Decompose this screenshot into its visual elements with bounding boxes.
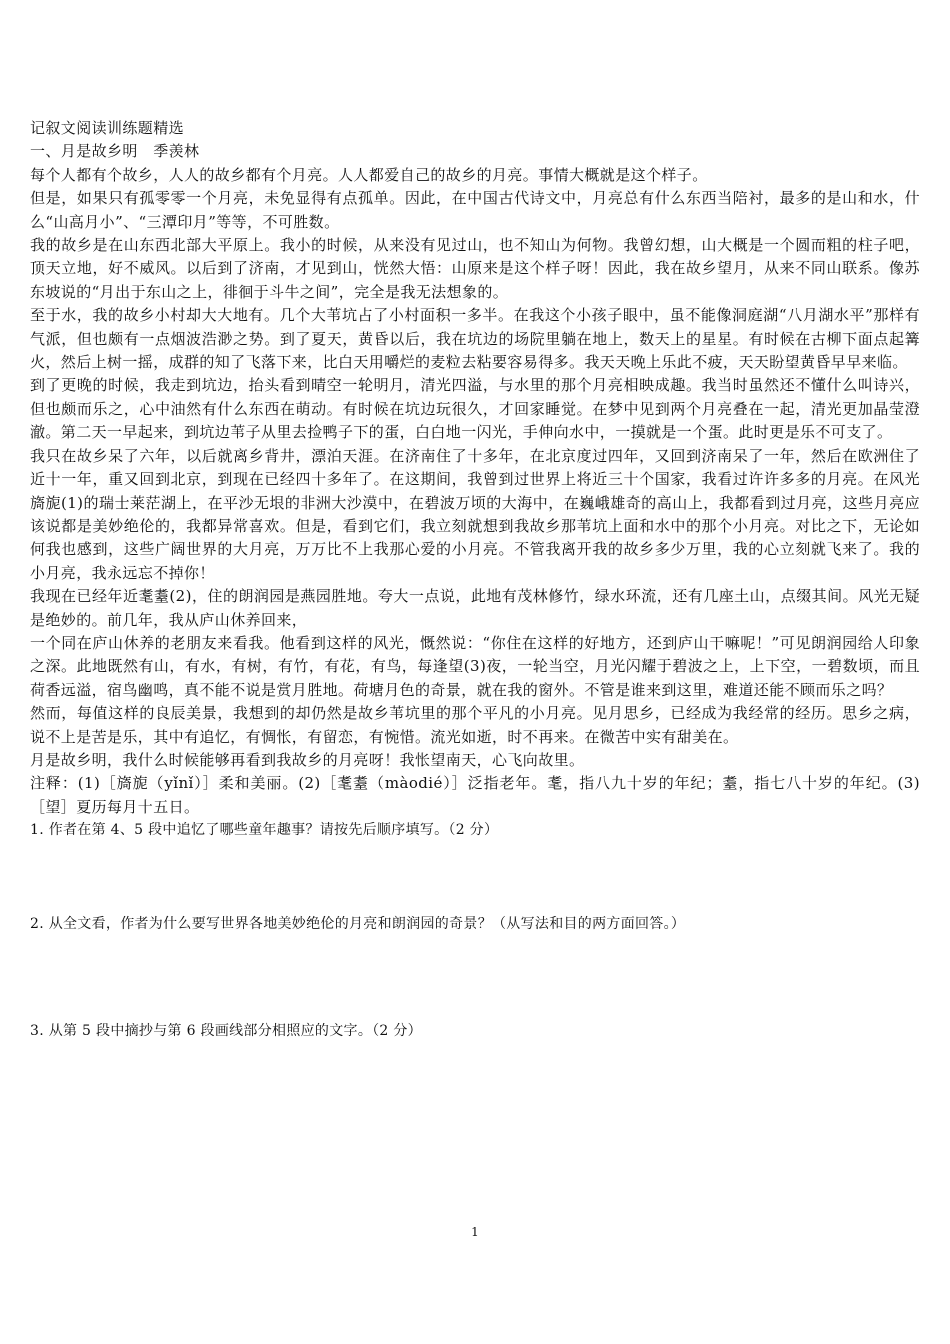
- paragraph-9: 然而，每值这样的良辰美景，我想到的却仍然是故乡苇坑里的那个平凡的小月亮。见月思乡，已经成为我经常的经历。思乡之病，说不上是苦是乐，其中有追忆，有惆怅，有留恋，有惋惜。流光如逝，时不再来。在微苦中实有甜美在。: [30, 704, 920, 746]
- paragraph-8: 一个同在庐山休养的老朋友来看我。他看到这样的风光，慨然说：“你住在这样的好地方，还到庐山干嘛呢！”可见朗润园给人印象之深。此地既然有山，有水，有树，有竹，有花，有鸟，每逢望(3)夜，一轮当空，月光闪耀于碧波之上，上下空，一碧数顷，而且荷香远溢，宿鸟幽鸣，真不能不说是赏月胜地。荷塘月色的奇景，就在我的窗外。不管是谁来到这里，难道还能不顾而乐之吗？: [30, 633, 920, 699]
- paragraph-3: 我的故乡是在山东西北部大平原上。我小的时候，从来没有见过山，也不知山为何物。我曾幻想，山大概是一个圆而粗的柱子吧，顶天立地，好不威风。以后到了济南，才见到山，恍然大悟：山原来是这个样子呀！因此，我在故乡望月，从来不同山联系。像苏东坡说的“月出于东山之上，徘徊于斗牛之间”，完全是我无法想象的。: [30, 236, 920, 301]
- document-body: [30, 117, 920, 1043]
- answer-space-1[interactable]: [30, 843, 920, 913]
- page-number: 1: [471, 1225, 479, 1239]
- paragraph-5: 到了更晚的时候，我走到坑边，抬头看到晴空一轮明月，清光四溢，与水里的那个月亮相映成趣。我当时虽然还不懂什么叫诗兴，但也颇而乐之，心中油然有什么东西在萌动。有时候在坑边玩很久，才回家睡觉。在梦中见到两个月亮叠在一起，清光更加晶莹澄澈。第二天一早起来，到坑边苇子从里去捡鸭子下的蛋，白白地一闪光，手伸向水中，一摸就是一个蛋。此时更是乐不可支了。: [30, 376, 920, 442]
- question-2: 2. 从全文看，作者为什么要写世界各地美妙绝伦的月亮和朗润园的奇景？（从写法和目的两方面回答。）: [30, 915, 686, 932]
- question-3: 3. 从第 5 段中摘抄与第 6 段画线部分相照应的文字。（2 分）: [30, 1023, 422, 1039]
- paragraph-4: 至于水，我的故乡小村却大大地有。几个大苇坑占了小村面积一多半。在我这个小孩子眼中，虽不能像洞庭湖“八月湖水平”那样有气派，但也颇有一点烟波浩渺之势。到了夏天，黄昏以后，我在坑边的场院里躺在地上，数天上的星星。有时候在古柳下面点起篝火，然后上树一摇，成群的知了飞落下来，比白天用嚼烂的麦粒去粘要容易得多。我天天晚上乐此不疲，天天盼望黄昏早早来临。: [30, 306, 920, 372]
- question-1: 1. 作者在第 4、5 段中追忆了哪些童年趣事？请按先后顺序填写。（2 分）: [30, 822, 499, 839]
- paragraph-6: 我只在故乡呆了六年，以后就离乡背井，漂泊天涯。在济南住了十多年，在北京度过四年，又回到济南呆了一年，然后在欧洲住了近十一年，重又回到北京，到现在已经四十多年了。在这期间，我曾到过世界上将近三十个国家，我看过许许多多的月亮。在风光旖旎(1)的瑞士莱茫湖上，在平沙无垠的非洲大沙漠中，在碧波万顷的大海中，在巍峨雄奇的高山上，我都看到过月亮，这些月亮应该说都是美妙绝伦的，我都异常喜欢。但是，看到它们，我立刻就想到我故乡那苇坑上面和水中的那个小月亮。对比之下，无论如何我也感到，这些广阔世界的大月亮，万万比不上我那心爱的小月亮。不管我离开我的故乡多少万里，我的心立刻就飞来了。我的小月亮，我永远忘不掉你！: [30, 446, 920, 582]
- paragraph-2: 但是，如果只有孤零零一个月亮，未免显得有点孤单。因此，在中国古代诗文中，月亮总有什么东西当陪衬，最多的是山和水，什么“山高月小”、“三潭印月”等等，不可胜数。: [30, 189, 920, 231]
- paragraph-10: 月是故乡明，我什么时候能够再看到我故乡的月亮呀！我怅望南天，心飞向故里。: [30, 750, 585, 769]
- paragraph-7: 我现在已经年近耄耋(2)，住的朗润园是燕园胜地。夸大一点说，此地有茂林修竹，绿水环流，还有几座土山，点缀其间。风光无疑是绝妙的。前几年，我从庐山休养回来，: [30, 587, 920, 629]
- document-title: 记叙文阅读训练题精选: [30, 119, 185, 137]
- paragraph-1: 每个人都有个故乡，人人的故乡都有个月亮。人人都爱自己的故乡的月亮。事情大概就是这个样子。: [30, 165, 708, 184]
- answer-space-2[interactable]: [30, 936, 920, 1020]
- section-title: 一、月是故乡明 季羡林: [30, 142, 200, 161]
- annotation-notes: 注释：(1)［旖旎（yǐnǐ）］柔和美丽。(2)［耄耋（màodié）］泛指老年。耄，指八九十岁的年纪；耋，指七八十岁的年纪。(3)［望］夏历每月十五日。: [30, 774, 920, 816]
